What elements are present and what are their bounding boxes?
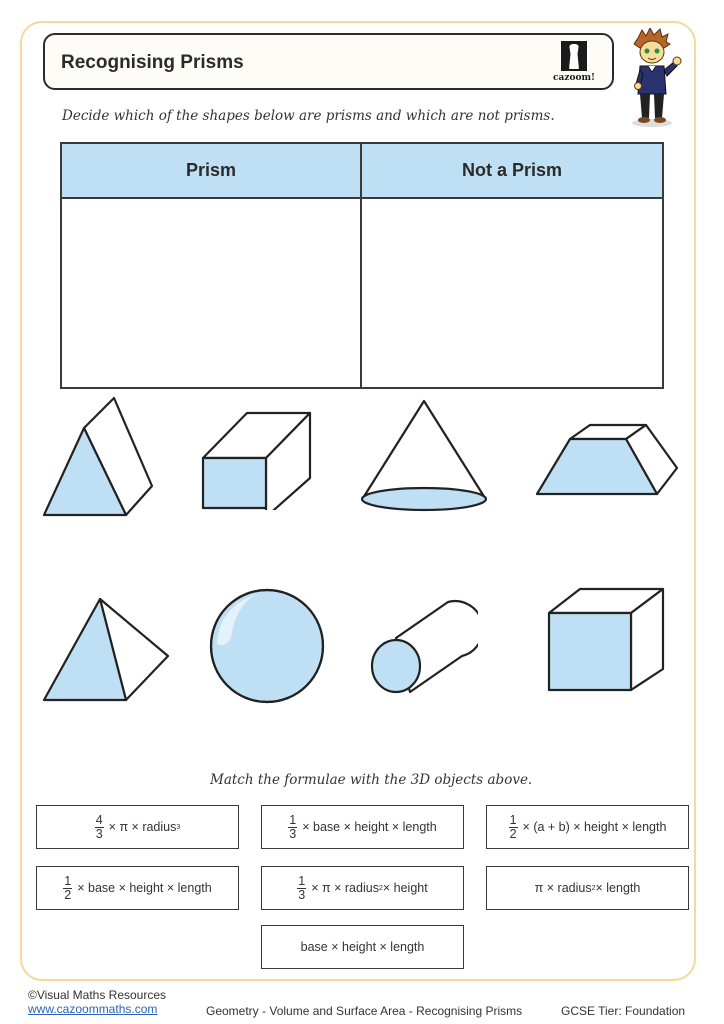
not-prism-drop-area[interactable]: [362, 199, 662, 387]
cone-icon[interactable]: [358, 396, 490, 516]
prism-drop-area[interactable]: [62, 199, 362, 387]
fraction: $\frac{1}{2}$: [64, 873, 72, 902]
logo-text: cazoom!: [553, 73, 595, 83]
title-banner: [43, 33, 614, 90]
square-based-pyramid-icon[interactable]: [40, 596, 174, 706]
fraction: $\frac{1}{2}$: [509, 812, 517, 841]
mascot-character-icon: [620, 28, 684, 128]
formula-card-cylinder-volume[interactable]: π × radius 2 × length: [486, 866, 689, 910]
formula-card-triangular-prism-volume[interactable]: $\frac{1}{2}$ × base × height × length: [36, 866, 239, 910]
logo-mark-icon: [561, 41, 587, 71]
footer-copyright: ©Visual Maths Resources: [28, 988, 167, 1002]
cube-icon[interactable]: [546, 586, 668, 694]
cylinder-icon[interactable]: [370, 596, 478, 698]
triangular-prism-icon[interactable]: [40, 394, 156, 520]
footer-website-link[interactable]: www.cazoommaths.com: [28, 1002, 158, 1016]
formula-card-sphere-volume[interactable]: $\frac{4}{3}$ × π × radius 3: [36, 805, 239, 849]
cuboid-icon[interactable]: [200, 410, 315, 510]
trapezoidal-prism-icon[interactable]: [534, 422, 682, 500]
formula-card-cone-volume[interactable]: $\frac{1}{3}$ × π × radius 2 × height: [261, 866, 464, 910]
footer-topic: Geometry - Volume and Surface Area - Recognising Prisms: [206, 1004, 523, 1018]
match-instruction: Match the formulae with the 3D objects above.: [210, 772, 533, 788]
fraction: $\frac{1}{3}$: [298, 873, 306, 902]
cazoom-logo: [550, 41, 598, 85]
fraction: $\frac{4}{3}$: [95, 812, 103, 841]
footer-tier: GCSE Tier: Foundation: [561, 1004, 686, 1018]
column-header-prism: Prism: [62, 144, 362, 199]
formula-card-trapezoidal-prism-volume[interactable]: $\frac{1}{2}$ × (a + b) × height × length: [486, 805, 689, 849]
formula-card-pyramid-volume[interactable]: $\frac{1}{3}$ × base × height × length: [261, 805, 464, 849]
page-title: Recognising Prisms: [61, 52, 244, 73]
sort-table: [60, 142, 664, 389]
column-header-not-prism: Not a Prism: [362, 144, 662, 199]
sort-instruction: Decide which of the shapes below are prisms and which are not prisms.: [62, 108, 555, 124]
sphere-icon[interactable]: [207, 586, 327, 706]
formula-card-cuboid-volume[interactable]: base × height × length: [261, 925, 464, 969]
fraction: $\frac{1}{3}$: [289, 812, 297, 841]
